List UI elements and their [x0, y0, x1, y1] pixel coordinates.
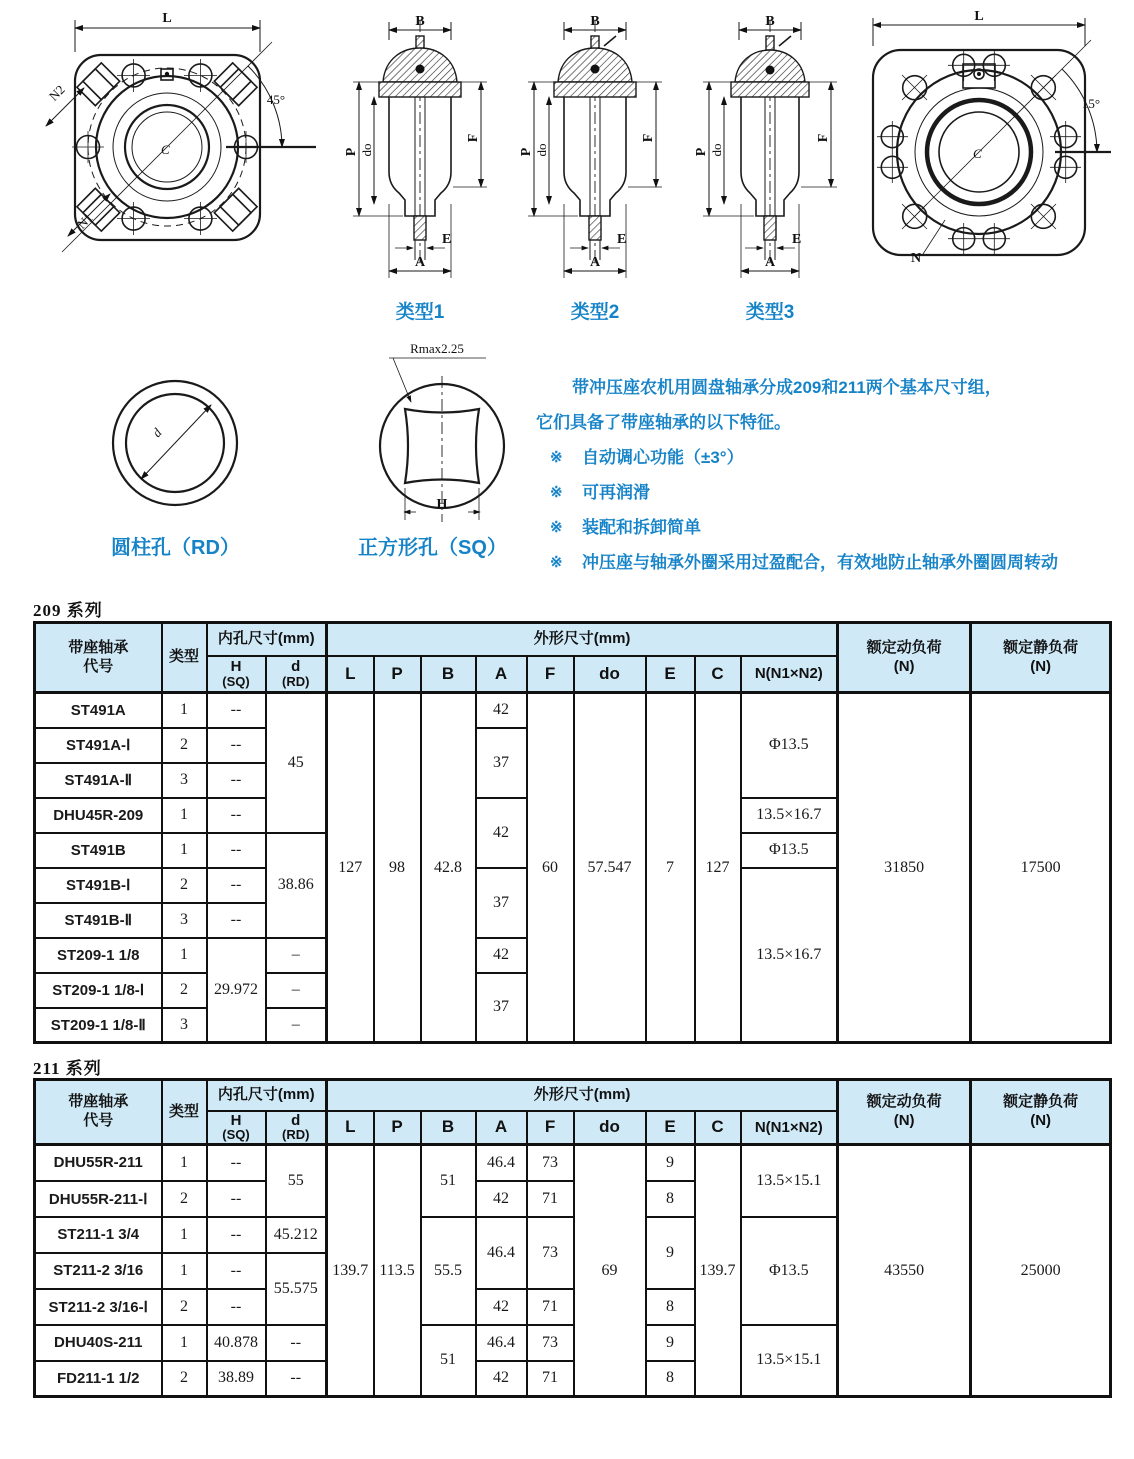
feature-item: ※ 自动调心功能（±3°） — [536, 440, 1128, 475]
reference-mark-icon: ※ — [550, 484, 563, 501]
col-header-E: E — [646, 656, 695, 693]
cell-type: 1 — [162, 1145, 207, 1181]
cell-static-load: 25000 — [971, 1145, 1111, 1397]
feature-text-block — [536, 370, 1128, 580]
table-row: ST209-1 1/8-Ⅱ 3 – — [35, 1008, 1111, 1043]
reference-mark-icon: ※ — [550, 449, 563, 466]
cell-E: 7 — [646, 693, 695, 1043]
cell-P: 98 — [374, 693, 421, 1043]
col-header-B: B — [421, 1111, 476, 1145]
cell-do: 57.547 — [574, 693, 646, 1043]
dim-label-L: L — [974, 9, 984, 24]
table-row: DHU55R-211-Ⅰ 2 -- 42 71 8 — [35, 1181, 1111, 1217]
svg-text:A: A — [589, 255, 601, 270]
col-header-F: F — [527, 656, 574, 693]
cross-section-type3-drawing — [695, 12, 845, 294]
feature-item: ※ 冲压座与轴承外圈采用过盈配合，有效地防止轴承外圈圆周转动 — [536, 545, 1128, 580]
series-211-title: 211 系列 — [33, 1059, 102, 1078]
square-bore-drawing — [345, 338, 520, 530]
dim-label-L: L — [162, 11, 172, 26]
table-row — [35, 693, 1111, 728]
table-row: ST209-1 1/8 1 29.972 – 42 — [35, 938, 1111, 973]
dim-label-N: N — [911, 251, 922, 266]
rmax-label: Rmax2.25 — [410, 341, 464, 356]
col-header-L: L — [327, 1111, 374, 1145]
cell-A: 46.4 — [476, 1145, 527, 1181]
table-row: ST211-2 3/16 1 -- 55.575 — [35, 1253, 1111, 1289]
cell-dynamic-load: 31850 — [838, 693, 971, 1043]
col-header-static-load: 额定静负荷 (N) — [971, 1080, 1111, 1145]
col-header-h-sq: H (SQ) — [207, 656, 266, 693]
svg-text:B: B — [590, 14, 600, 29]
table-row: ST491B-Ⅱ 3 -- — [35, 903, 1111, 938]
dim-label-P: P — [344, 147, 359, 157]
table-row: ST211-2 3/16-Ⅰ 2 -- 42 71 8 — [35, 1289, 1111, 1325]
table-row: ST211-1 3/4 1 -- 45.212 55.5 46.4 73 9 Φ13.5 — [35, 1217, 1111, 1253]
cross-section-type1-drawing — [345, 12, 495, 294]
angle-label-45: 45° — [266, 92, 286, 107]
col-header-d-rd: d (RD) — [266, 1111, 327, 1145]
svg-text:E: E — [792, 232, 802, 247]
angle-label-15: 15° — [1081, 96, 1101, 111]
col-header-A: A — [476, 656, 527, 693]
svg-text:F: F — [816, 133, 831, 143]
col-header-A: A — [476, 1111, 527, 1145]
table-row: FD211-1 1/2 2 38.89 -- 42 71 8 — [35, 1361, 1111, 1397]
flange-front-right-drawing — [845, 8, 1115, 288]
dim-label-do: do — [359, 143, 374, 157]
caption-type2: 类型2 — [570, 302, 620, 323]
cell-do: 69 — [574, 1145, 646, 1397]
cell-F: 60 — [527, 693, 574, 1043]
table-row: ST491B-Ⅰ 2 -- 37 13.5×16.7 — [35, 868, 1111, 903]
table-row: ST209-1 1/8-Ⅰ 2 – 37 — [35, 973, 1111, 1008]
dim-label-H: H — [436, 497, 448, 512]
dim-label-d: d — [149, 425, 165, 441]
col-header-bore: 内孔尺寸(mm) — [207, 623, 327, 656]
feature-item: ※ 装配和拆卸简单 — [536, 510, 1128, 545]
col-header-bore: 内孔尺寸(mm) — [207, 1080, 327, 1111]
col-header-N: N(N1×N2) — [741, 656, 838, 693]
cell-dynamic-load: 43550 — [838, 1145, 971, 1397]
flange-front-left-drawing — [30, 8, 320, 298]
table-row: ST491A-Ⅱ 3 -- — [35, 763, 1111, 798]
col-header-h-sq: H (SQ) — [207, 1111, 266, 1145]
dim-label-N2: N2 — [45, 81, 68, 104]
cell-C: 127 — [695, 693, 741, 1043]
col-header-do: do — [574, 656, 646, 693]
dim-label-E: E — [442, 232, 452, 247]
col-header-dynamic-load: 额定动负荷 (N) — [838, 623, 971, 693]
svg-text:P: P — [694, 147, 709, 157]
reference-mark-icon: ※ — [550, 519, 563, 536]
col-header-P: P — [374, 656, 421, 693]
svg-text:E: E — [617, 232, 627, 247]
col-header-L: L — [327, 656, 374, 693]
cell-code: DHU55R-211 — [35, 1145, 162, 1181]
table-row: DHU45R-209 1 -- 42 13.5×16.7 — [35, 798, 1111, 833]
col-header-type: 类型 — [162, 623, 207, 693]
col-header-E: E — [646, 1111, 695, 1145]
cell-L: 139.7 — [327, 1145, 374, 1397]
dim-label-N1: N1 — [73, 209, 96, 232]
svg-text:A: A — [764, 255, 776, 270]
col-header-do: do — [574, 1111, 646, 1145]
table-row: ST491B 1 -- 38.86 Φ13.5 — [35, 833, 1111, 868]
cell-d-rd: 55 — [266, 1145, 327, 1217]
cell-static-load: 17500 — [971, 693, 1111, 1043]
caption-type3: 类型3 — [745, 302, 795, 323]
caption-square-bore: 正方形孔（SQ） — [358, 537, 507, 559]
intro-line-2: 它们具备了带座轴承的以下特征。 — [536, 413, 791, 432]
col-header-static-load: 额定静负荷 (N) — [971, 623, 1111, 693]
col-header-C: C — [695, 1111, 741, 1145]
cell-hsq: -- — [207, 693, 266, 728]
col-header-N: N(N1×N2) — [741, 1111, 838, 1145]
caption-round-bore: 圆柱孔（RD） — [111, 537, 240, 559]
caption-type1: 类型1 — [395, 302, 445, 323]
cross-section-type2-drawing — [520, 12, 670, 294]
table-row — [35, 1145, 1111, 1181]
cell-code: ST491A — [35, 693, 162, 728]
cell-B: 51 — [421, 1145, 476, 1217]
dim-label-B: B — [415, 14, 425, 29]
cell-N: Φ13.5 — [741, 693, 838, 798]
reference-mark-icon: ※ — [550, 554, 563, 571]
cell-A: 42 — [476, 693, 527, 728]
intro-line-1: 带冲压座农机用圆盘轴承分成209和211两个基本尺寸组， — [572, 378, 1002, 397]
cell-L: 127 — [327, 693, 374, 1043]
cell-d-rd: 45 — [266, 693, 327, 833]
cell-B: 42.8 — [421, 693, 476, 1043]
round-bore-drawing — [100, 368, 250, 523]
series-209-table — [33, 621, 1112, 1044]
center-label-C: C — [973, 146, 982, 161]
svg-text:F: F — [641, 133, 656, 143]
svg-text:B: B — [765, 14, 775, 29]
svg-text:do: do — [709, 143, 724, 157]
col-header-code: 带座轴承 代号 — [35, 623, 162, 693]
cell-E: 9 — [646, 1145, 695, 1181]
dim-label-F: F — [466, 133, 481, 143]
table-row: ST491A-Ⅰ 2 -- 37 — [35, 728, 1111, 763]
cell-N: 13.5×15.1 — [741, 1145, 838, 1217]
svg-text:do: do — [534, 143, 549, 157]
cell-F: 73 — [527, 1145, 574, 1181]
col-header-P: P — [374, 1111, 421, 1145]
series-211-table — [33, 1078, 1112, 1398]
col-header-type: 类型 — [162, 1080, 207, 1145]
feature-item: ※ 可再润滑 — [536, 475, 1128, 510]
col-header-F: F — [527, 1111, 574, 1145]
table-row: DHU40S-211 1 40.878 -- 51 46.4 73 9 13.5×15.1 — [35, 1325, 1111, 1361]
col-header-outer: 外形尺寸(mm) — [327, 623, 838, 656]
col-header-outer: 外形尺寸(mm) — [327, 1080, 838, 1111]
col-header-C: C — [695, 656, 741, 693]
svg-text:P: P — [519, 147, 534, 157]
col-header-dynamic-load: 额定动负荷 (N) — [838, 1080, 971, 1145]
cell-type: 1 — [162, 693, 207, 728]
col-header-code: 带座轴承 代号 — [35, 1080, 162, 1145]
series-209-title: 209 系列 — [33, 601, 103, 620]
cell-C: 139.7 — [695, 1145, 741, 1397]
cell-hsq: -- — [207, 1145, 266, 1181]
center-label-C: C — [161, 142, 170, 157]
dim-label-A: A — [414, 255, 426, 270]
col-header-B: B — [421, 656, 476, 693]
cell-P: 113.5 — [374, 1145, 421, 1397]
col-header-d-rd: d (RD) — [266, 656, 327, 693]
